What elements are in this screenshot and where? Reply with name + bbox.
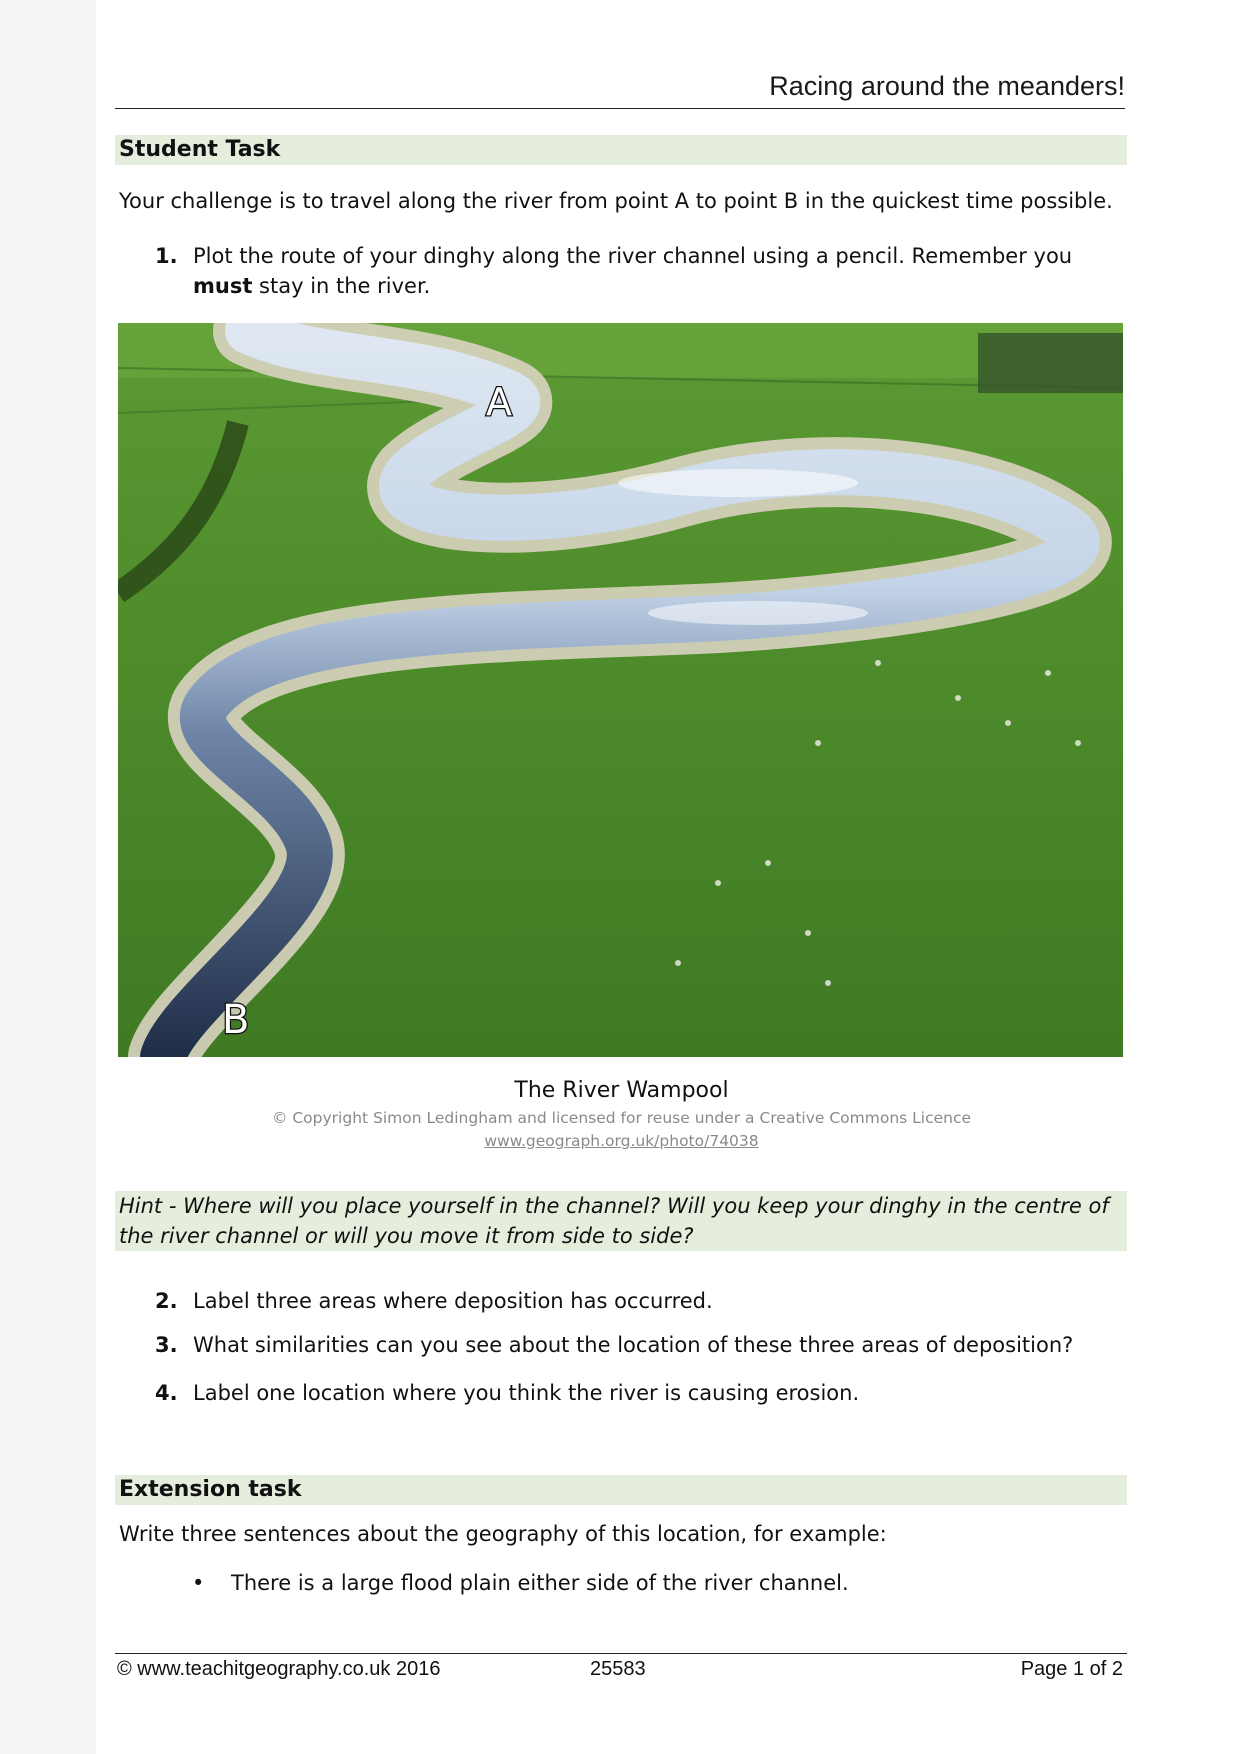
question-number: 1.	[155, 244, 178, 268]
river-photo	[118, 323, 1123, 1057]
bullet-dot: •	[192, 1571, 205, 1595]
question-number: 2.	[155, 1289, 178, 1313]
question-number: 3.	[155, 1333, 178, 1357]
point-b-label: B	[222, 997, 250, 1043]
footer-divider	[115, 1653, 1127, 1654]
question-1	[155, 241, 1125, 301]
question-3	[155, 1330, 1125, 1360]
question-number: 4.	[155, 1381, 178, 1405]
task-intro: Your challenge is to travel along the river from point A to point B in the quickest time possible.	[119, 189, 1113, 213]
question-2	[155, 1286, 1125, 1316]
extension-task-heading: Extension task	[115, 1475, 1127, 1505]
question-text: What similarities can you see about the location of these three areas of deposition?	[193, 1333, 1074, 1357]
student-task-heading: Student Task	[115, 135, 1127, 165]
question-text: Plot the route of your dinghy along the river channel using a pencil. Remember you must stay in the river.	[193, 244, 1073, 298]
question-4	[155, 1378, 1125, 1408]
photo-source-link[interactable]: www.geograph.org.uk/photo/74038	[484, 1132, 759, 1150]
extension-bullet	[192, 1568, 1122, 1598]
hint-box: Hint - Where will you place yourself in the channel? Will you keep your dinghy in the centre of the river channel or will you move it from side to side?	[115, 1191, 1127, 1251]
page-title: Racing around the meanders!	[115, 70, 1125, 109]
photo-caption: The River Wampool	[514, 1078, 729, 1103]
point-a-label: A	[486, 380, 512, 424]
photo-copyright: © Copyright Simon Ledingham and licensed for reuse under a Creative Commons Licence	[271, 1109, 972, 1127]
extension-intro: Write three sentences about the geography of this location, for example:	[119, 1522, 887, 1546]
question-text: Label one location where you think the river is causing erosion.	[193, 1381, 860, 1405]
bullet-text: There is a large flood plain either side of the river channel.	[231, 1571, 849, 1595]
footer-copyright: © www.teachitgeography.co.uk 2016	[117, 1658, 441, 1680]
question-text: Label three areas where deposition has occurred.	[193, 1289, 713, 1313]
footer-code: 25583	[590, 1658, 646, 1680]
footer-page-number: Page 1 of 2	[1020, 1658, 1123, 1680]
